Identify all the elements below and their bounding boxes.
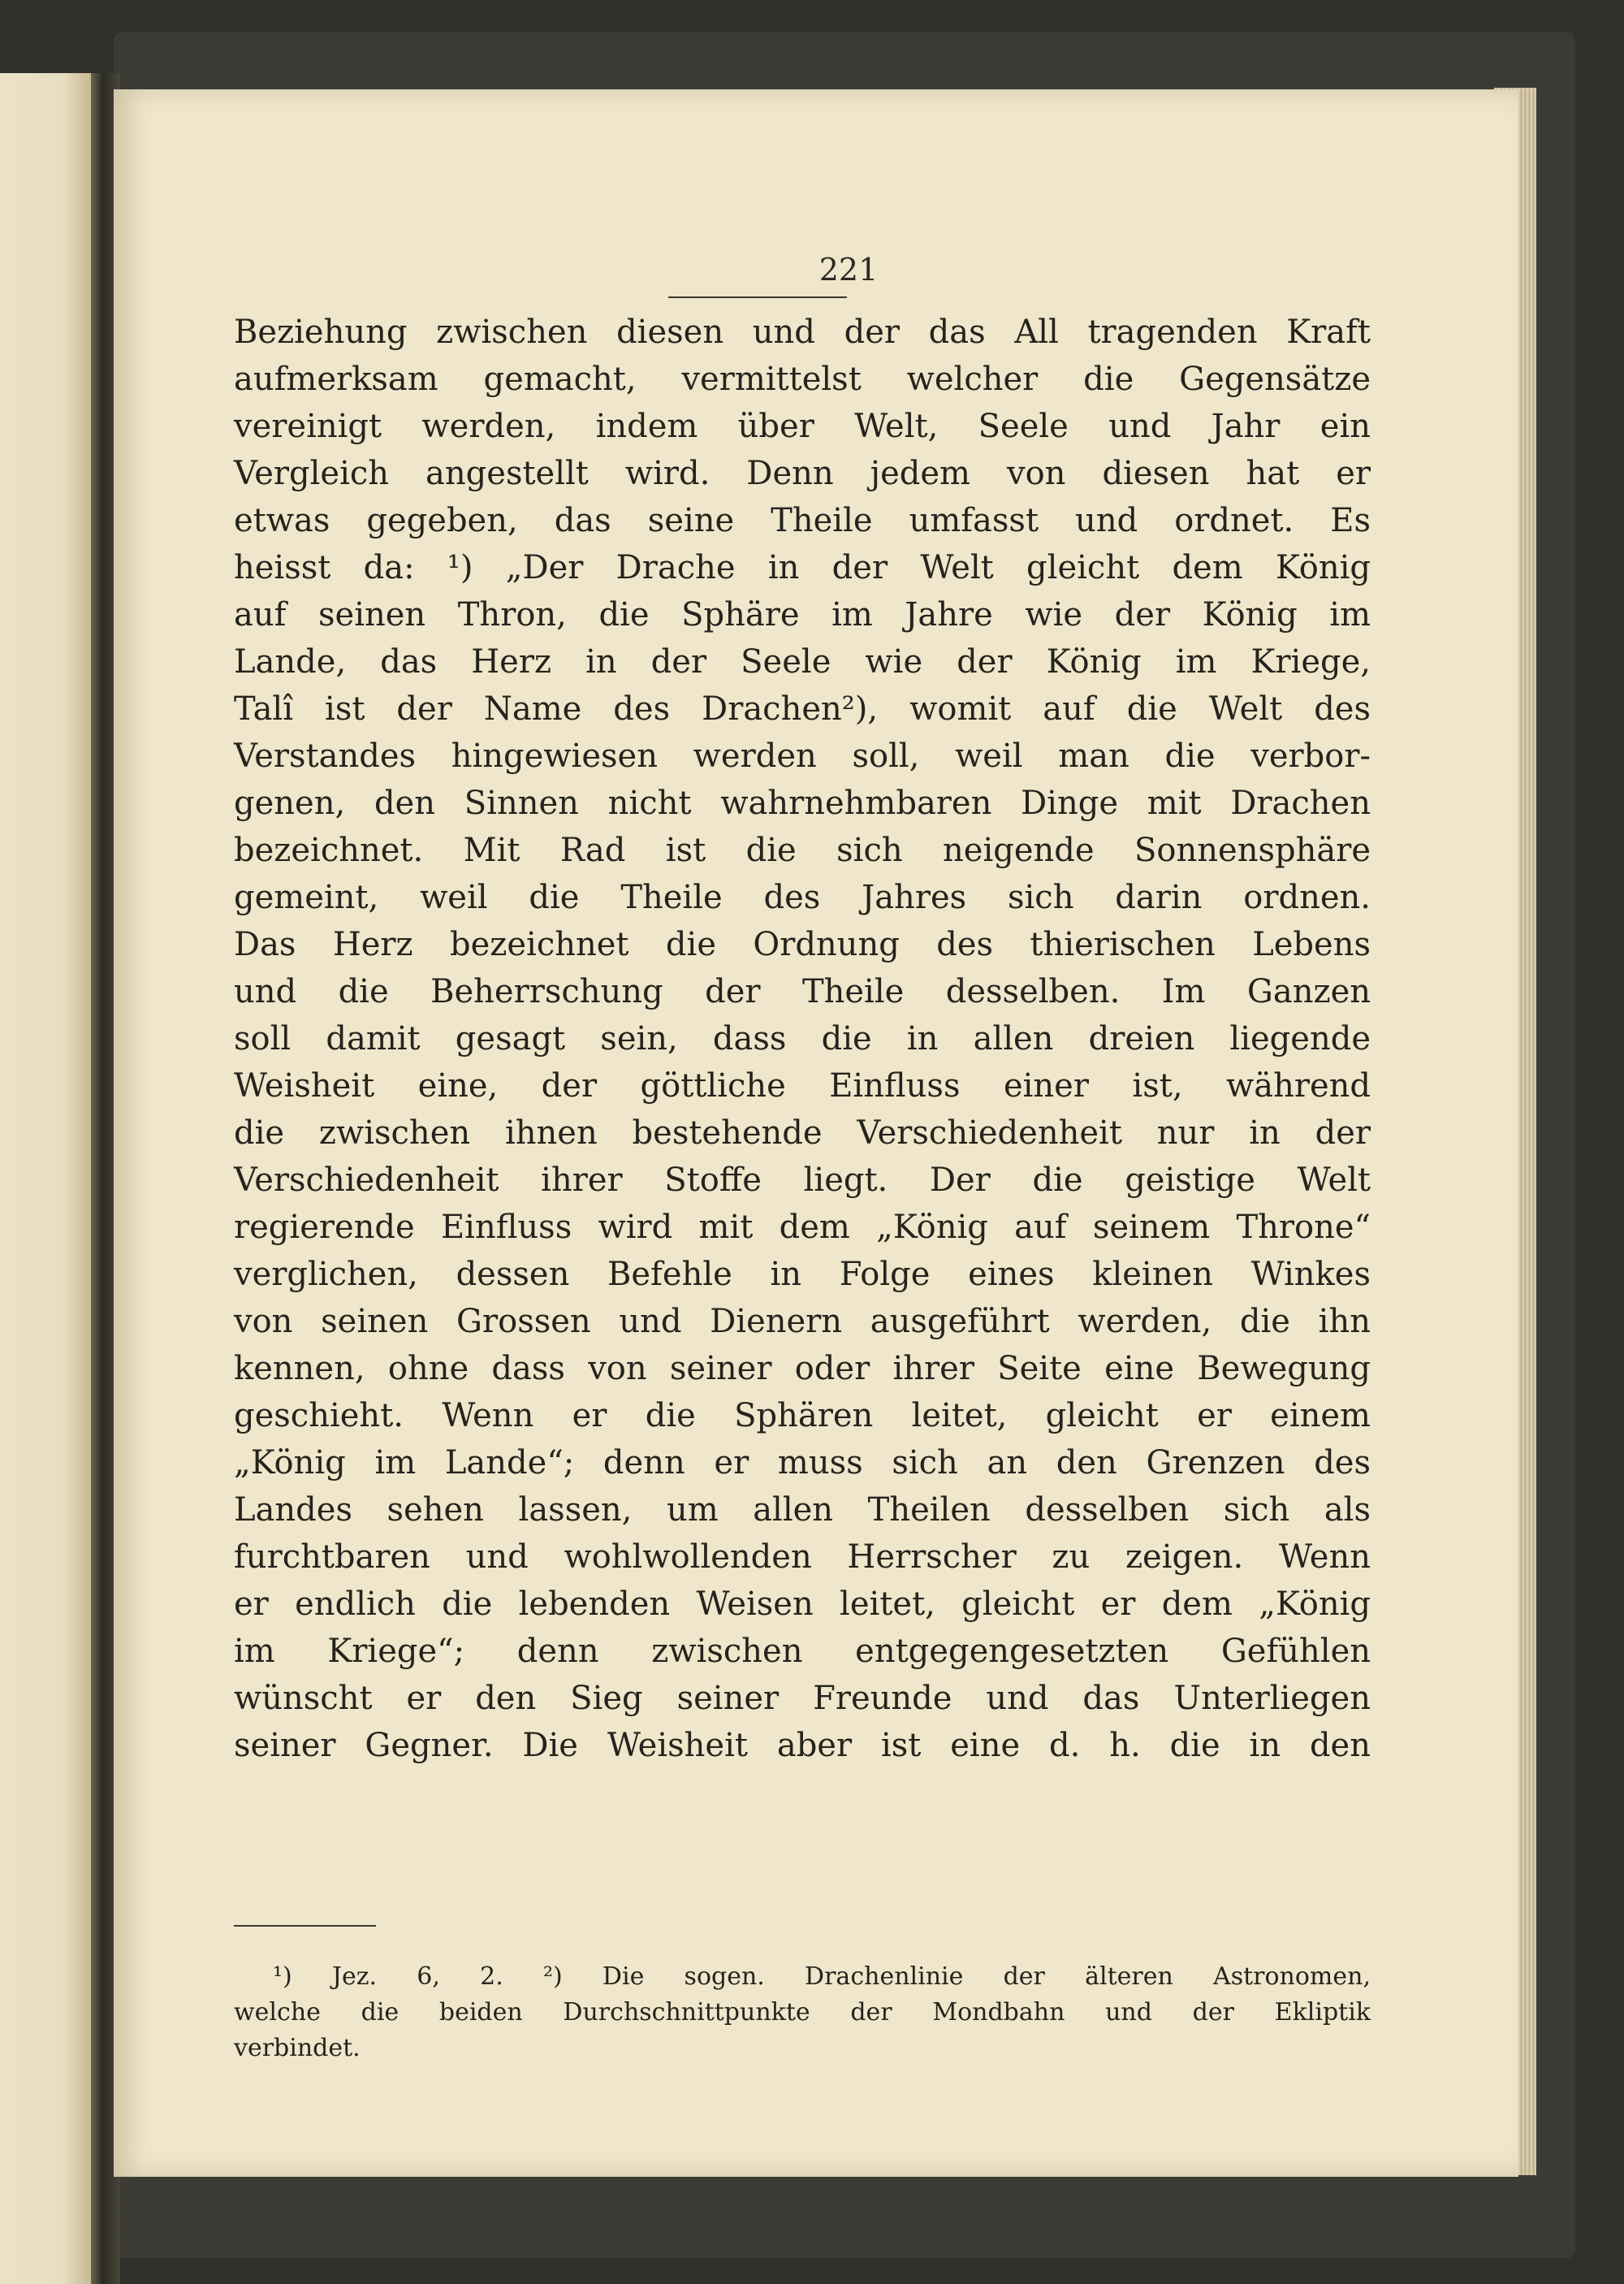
text-line: die zwischen ihnen bestehende Verschiedenheit nur in der bbox=[234, 1114, 1371, 1152]
text-line: Das Herz bezeichnet die Ordnung des thierischen Lebens bbox=[234, 926, 1371, 963]
text-line: Weisheit eine, der göttliche Einfluss einer ist, während bbox=[234, 1067, 1371, 1105]
text-line: er endlich die lebenden Weisen leitet, gleicht er dem „König bbox=[234, 1585, 1371, 1623]
header-rule bbox=[668, 296, 847, 298]
text-line: und die Beherrschung der Theile desselben. Im Ganzen bbox=[234, 973, 1371, 1010]
text-line: aufmerksam gemacht, vermittelst welcher die Gegensätze bbox=[234, 361, 1371, 398]
text-line: Talî ist der Name des Drachen²), womit auf die Welt des bbox=[234, 690, 1371, 728]
text-line: Beziehung zwischen diesen und der das All tragenden Kraft bbox=[234, 314, 1371, 351]
text-line: Verstandes hingewiesen werden soll, weil man die verbor- bbox=[234, 738, 1371, 775]
text-line: gemeint, weil die Theile des Jahres sich darin ordnen. bbox=[234, 879, 1371, 916]
footnotes bbox=[234, 1959, 1371, 2066]
text-line: geschieht. Wenn er die Sphären leitet, gleicht er einem bbox=[234, 1397, 1371, 1434]
footnote-rule bbox=[234, 1925, 376, 1927]
text-line: wünscht er den Sieg seiner Freunde und das Unterliegen bbox=[234, 1680, 1371, 1717]
footnote-line: ¹) Jez. 6, 2. ²) Die sogen. Drachenlinie der älteren Astronomen, bbox=[273, 1962, 1371, 1991]
text-line: Lande, das Herz in der Seele wie der König im Kriege, bbox=[234, 643, 1371, 681]
left-page-edge bbox=[0, 73, 91, 2284]
text-line: Verschiedenheit ihrer Stoffe liegt. Der die geistige Welt bbox=[234, 1161, 1371, 1199]
text-line: Vergleich angestellt wird. Denn jedem von diesen hat er bbox=[234, 455, 1371, 492]
text-line: im Kriege“; denn zwischen entgegengesetzten Gefühlen bbox=[234, 1633, 1371, 1670]
text-line: genen, den Sinnen nicht wahrnehmbaren Dinge mit Drachen bbox=[234, 785, 1371, 822]
text-line: etwas gegeben, das seine Theile umfasst und ordnet. Es bbox=[234, 502, 1371, 539]
text-line: vereinigt werden, indem über Welt, Seele und Jahr ein bbox=[234, 408, 1371, 445]
text-line: furchtbaren und wohlwollenden Herrscher zu zeigen. Wenn bbox=[234, 1538, 1371, 1576]
text-line: soll damit gesagt sein, dass die in allen dreien liegende bbox=[234, 1020, 1371, 1058]
right-page bbox=[114, 89, 1518, 2177]
footnote-line: welche die beiden Durchschnittpunkte der Mondbahn und der Ekliptik bbox=[234, 1998, 1371, 2027]
text-line: „König im Lande“; denn er muss sich an den Grenzen des bbox=[234, 1444, 1371, 1482]
text-line: Landes sehen lassen, um allen Theilen desselben sich als bbox=[234, 1491, 1371, 1529]
text-line: regierende Einfluss wird mit dem „König auf seinem Throne“ bbox=[234, 1209, 1371, 1246]
text-line: von seinen Grossen und Dienern ausgeführt werden, die ihn bbox=[234, 1303, 1371, 1340]
text-line: auf seinen Thron, die Sphäre im Jahre wie der König im bbox=[234, 596, 1371, 634]
text-line: bezeichnet. Mit Rad ist die sich neigende Sonnensphäre bbox=[234, 832, 1371, 869]
body-text bbox=[234, 309, 1371, 1769]
text-line: kennen, ohne dass von seiner oder ihrer Seite eine Bewegung bbox=[234, 1350, 1371, 1387]
footnote-line: verbindet. bbox=[234, 2034, 361, 2062]
text-line: verglichen, dessen Befehle in Folge eines kleinen Winkes bbox=[234, 1256, 1371, 1293]
text-line: heisst da: ¹) „Der Drache in der Welt gleicht dem König bbox=[234, 549, 1371, 586]
text-line: seiner Gegner. Die Weisheit aber ist eine d. h. die in den bbox=[234, 1727, 1371, 1764]
page-number: 221 bbox=[818, 252, 879, 288]
